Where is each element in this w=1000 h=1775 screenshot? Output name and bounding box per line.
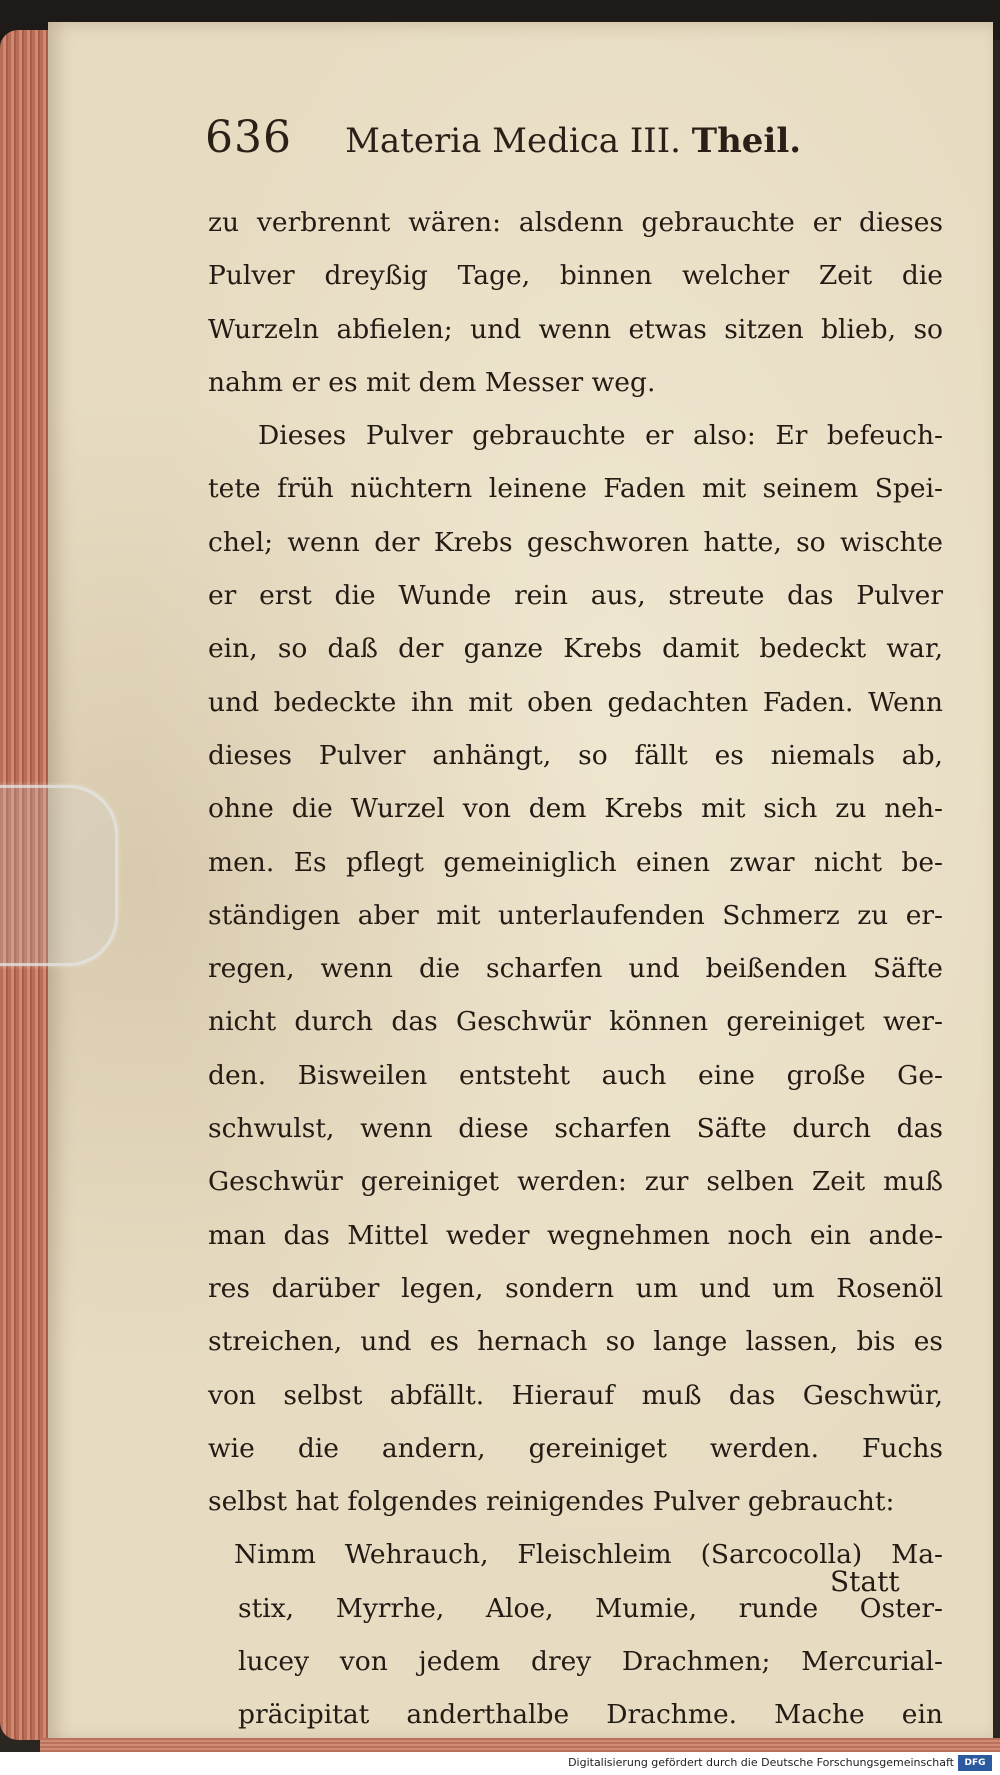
text-line: Pulver dreyßig Tage, binnen welcher Zeit die	[208, 260, 943, 292]
text-line: man das Mittel weder wegnehmen noch ein ande-	[208, 1219, 943, 1251]
body-text	[208, 196, 943, 1775]
text-line: er erst die Wunde rein aus, streute das Pulver	[208, 580, 943, 612]
running-title	[345, 121, 801, 161]
text-line: dieses Pulver anhängt, so fällt es niemals ab,	[208, 739, 943, 771]
text-line: Geschwür gereiniget werden: zur selben Zeit muß	[208, 1166, 943, 1198]
footer-credit: Digitalisierung gefördert durch die Deutsche Forschungsgemeinschaft	[568, 1756, 954, 1769]
text-line: streichen, und es hernach so lange lassen, bis es	[208, 1326, 943, 1358]
recipe-line: Nimm Wehrauch, Fleischleim (Sarcocolla) Ma-	[234, 1539, 943, 1571]
text-line: Dieses Pulver gebrauchte er also: Er befeuch-	[258, 420, 943, 452]
dfg-logo-icon: DFG	[958, 1755, 992, 1771]
recipe-line: stix, Myrrhe, Aloe, Mumie, runde Oster-	[238, 1592, 943, 1624]
text-line: wie die andern, gereiniget werden. Fuchs	[208, 1432, 943, 1464]
text-line: zu verbrennt wären: alsdenn gebrauchte er dieses	[208, 207, 943, 238]
text-line: von selbst abfällt. Hierauf muß das Geschwür,	[208, 1379, 943, 1411]
recipe-line: präcipitat anderthalbe Drachme. Mache ein	[238, 1699, 943, 1731]
page-holder-clip	[0, 785, 118, 966]
text-line: chel; wenn der Krebs geschworen hatte, so wischte	[208, 526, 943, 558]
text-line: selbst hat folgendes reinigendes Pulver gebraucht:	[208, 1486, 895, 1518]
text-line: nahm er es mit dem Messer weg.	[208, 366, 656, 398]
page-number: 636	[205, 112, 292, 163]
text-line: regen, wenn die scharfen und beißenden Säfte	[208, 953, 943, 985]
page-header	[205, 112, 925, 172]
text-line: ohne die Wurzel von dem Krebs mit sich zu neh-	[208, 793, 943, 825]
text-line: tete früh nüchtern leinene Faden mit seinem Spei-	[208, 473, 943, 505]
text-line: den. Bisweilen entsteht auch eine große Ge-	[208, 1059, 943, 1091]
running-title-tail: Theil.	[691, 121, 802, 161]
text-line: ständigen aber mit unterlaufenden Schmerz zu er-	[208, 899, 943, 931]
text-line: Wurzeln abfielen; und wenn etwas sitzen blieb, so	[208, 313, 943, 345]
text-line: und bedeckte ihn mit oben gedachten Faden. Wenn	[208, 686, 943, 718]
text-line: res darüber legen, sondern um und um Rosenöl	[208, 1272, 943, 1304]
text-line: men. Es pflegt gemeiniglich einen zwar nicht be-	[208, 846, 943, 878]
running-title-main: Materia Medica III.	[345, 121, 681, 161]
recipe-line: lucey von jedem drey Drachmen; Mercurial-	[238, 1646, 943, 1678]
text-line: ein, so daß der ganze Krebs damit bedeckt war,	[208, 633, 943, 665]
text-line: schwulst, wenn diese scharfen Säfte durch das	[208, 1113, 943, 1145]
text-line: nicht durch das Geschwür können gereiniget wer-	[208, 1006, 943, 1038]
catchword: Statt	[830, 1565, 900, 1598]
